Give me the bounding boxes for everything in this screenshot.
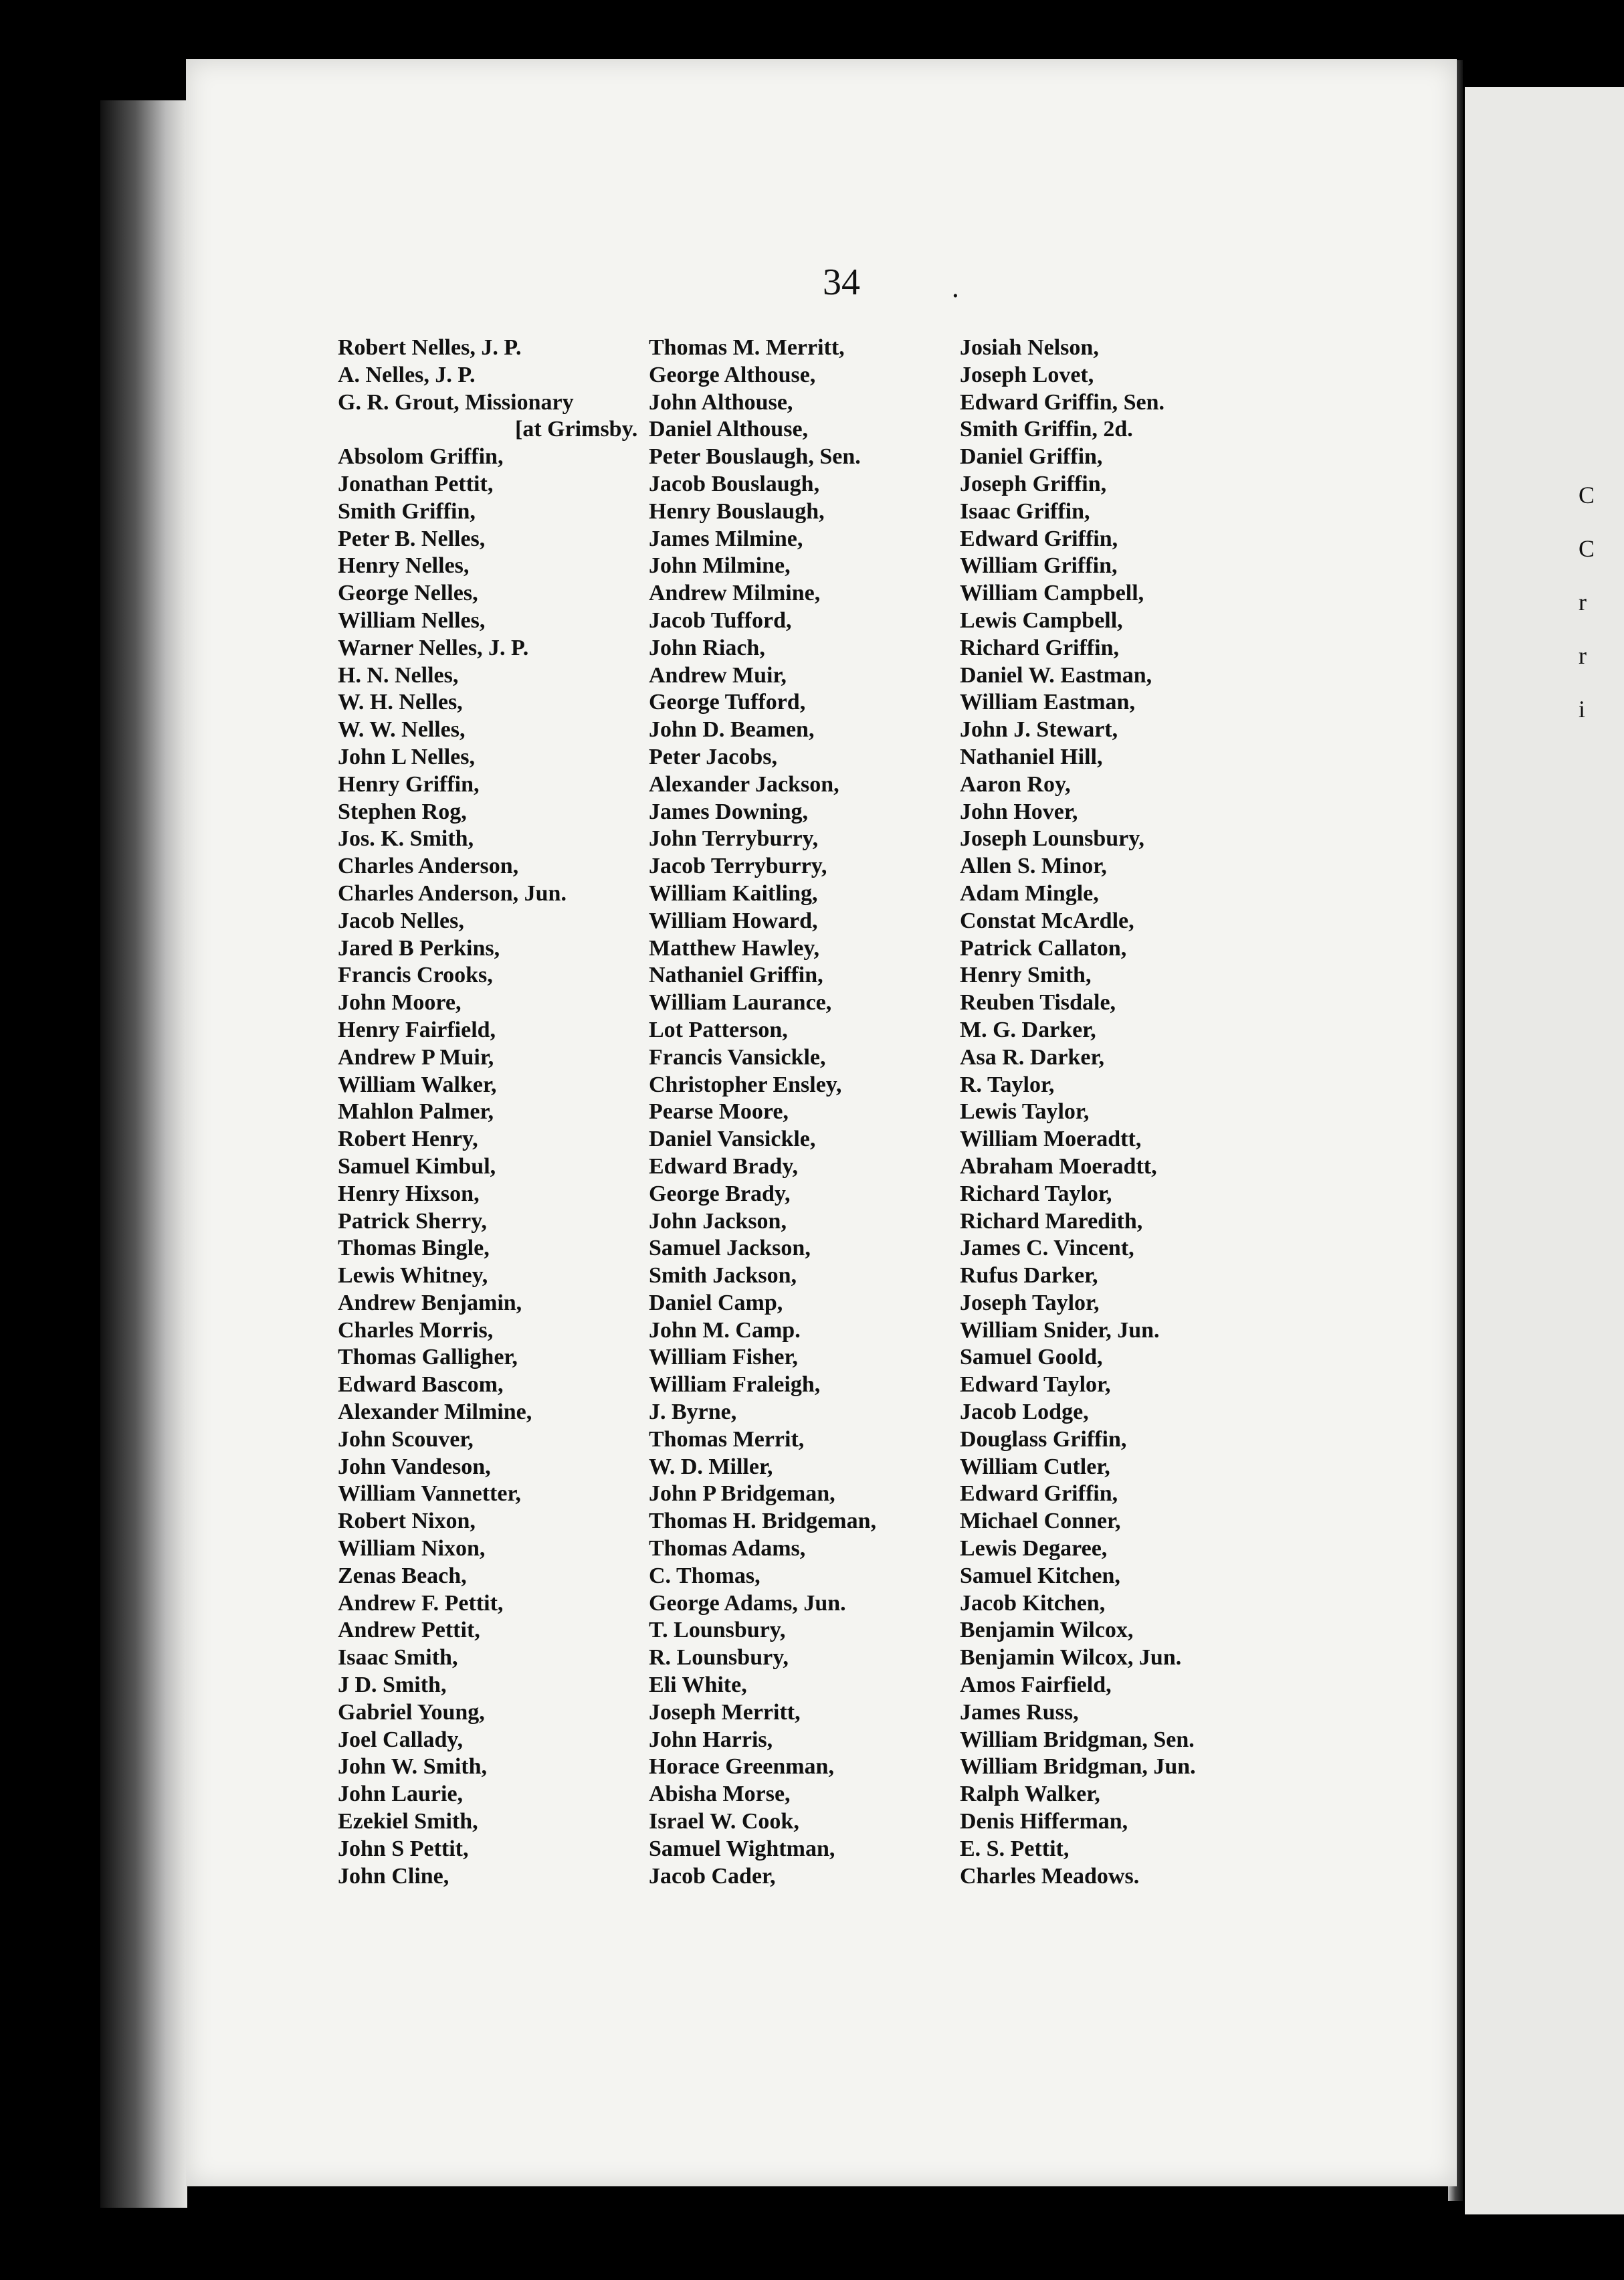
name-entry: Lot Patterson, [649,1017,788,1042]
name-entry: Andrew Muir, [649,662,787,688]
name-entry: Henry Smith, [960,963,1092,988]
name-entry: Robert Nixon, [338,1509,476,1534]
name-entry: Richard Griffin, [960,635,1119,660]
name-entry: John Jackson, [649,1208,787,1234]
name-entry: Matthew Hawley, [649,935,819,961]
name-entry: Jacob Nelles, [338,908,464,933]
name-entry: Horace Greenman, [649,1754,834,1780]
name-entry: Joseph Taylor, [960,1290,1100,1315]
name-entry: William Griffin, [960,553,1118,579]
name-entry: Abisha Morse, [649,1782,791,1807]
name-entry: Amos Fairfield, [960,1673,1112,1698]
name-entry: Samuel Kimbul, [338,1153,496,1179]
name-entry: Smith Griffin, [338,498,476,524]
name-entry: Israel W. Cook, [649,1809,799,1834]
side-mark: i [1579,696,1586,723]
name-entry: George Tufford, [649,690,806,715]
name-entry: A. Nelles, J. P. [338,362,476,387]
name-entry: John L Nelles, [338,744,475,769]
page-number: 34 [823,262,860,303]
facing-page-marks [1579,468,1595,736]
name-entry: John Vandeson, [338,1454,491,1479]
name-entry: Ralph Walker, [960,1782,1100,1807]
name-entry: Jacob Lodge, [960,1400,1089,1425]
name-entry: Andrew P Muir, [338,1044,494,1070]
name-entry: Gabriel Young, [338,1699,485,1725]
name-entry: R. Lounsbury, [649,1645,789,1671]
name-entry: James Milmine, [649,526,803,551]
name-entry: John Laurie, [338,1782,464,1807]
name-entry: Jared B Perkins, [338,935,500,961]
name-entry: William Fraleigh, [649,1372,821,1398]
name-entry: William Walker, [338,1072,497,1097]
side-mark: r [1579,642,1587,669]
name-entry: Edward Bascom, [338,1372,504,1398]
name-entry: Douglass Griffin, [960,1426,1127,1452]
name-entry: E. S. Pettit, [960,1836,1070,1861]
facing-page-edge [1465,87,1624,2214]
name-entry: Stephen Rog, [338,799,467,824]
name-column-3 [960,335,1196,1890]
name-entry: W. W. Nelles, [338,717,466,743]
page-dot: . [951,273,960,304]
name-entry: Adam Mingle, [960,880,1099,906]
name-entry: Thomas Bingle, [338,1236,490,1261]
name-entry: Jacob Kitchen, [960,1590,1106,1616]
name-entry: Isaac Smith, [338,1645,458,1671]
name-entry: Edward Griffin, [960,1481,1118,1507]
name-entry: Reuben Tisdale, [960,990,1116,1016]
name-entry: Francis Crooks, [338,963,493,988]
name-entry: George Brady, [649,1181,791,1206]
name-entry: John Terryburry, [649,826,819,852]
name-entry: John W. Smith, [338,1754,487,1780]
name-entry: John D. Beamen, [649,717,815,743]
name-entry: Jonathan Pettit, [338,471,494,496]
name-entry: Edward Griffin, [960,526,1118,551]
name-entry: Andrew F. Pettit, [338,1590,504,1616]
name-entry: Lewis Degaree, [960,1536,1108,1561]
name-entry: Andrew Milmine, [649,581,821,606]
name-entry: Warner Nelles, J. P. [338,635,529,660]
name-entry: Isaac Griffin, [960,498,1090,524]
name-entry: Lewis Whitney, [338,1263,488,1289]
name-entry: J D. Smith, [338,1673,447,1698]
name-entry: Lewis Taylor, [960,1099,1090,1125]
name-entry: Robert Nelles, J. P. [338,335,522,360]
name-entry: Thomas Adams, [649,1536,806,1561]
name-entry: Francis Vansickle, [649,1044,826,1070]
name-entry: Rufus Darker, [960,1263,1098,1289]
name-entry: William Snider, Jun. [960,1317,1160,1343]
name-entry: William Bridgman, Sen. [960,1727,1195,1752]
name-entry: William Moeradtt, [960,1127,1142,1152]
name-entry: James Downing, [649,799,809,824]
name-entry: Smith Jackson, [649,1263,797,1289]
name-entry: Thomas Merrit, [649,1426,805,1452]
name-entry: Denis Hifferman, [960,1809,1128,1834]
name-entry: Samuel Jackson, [649,1236,811,1261]
name-entry: Joel Callady, [338,1727,464,1752]
name-entry: William Kaitling, [649,880,818,906]
name-entry: Peter Bouslaugh, Sen. [649,444,861,470]
name-entry: John Scouver, [338,1426,474,1452]
name-entry: Charles Meadows. [960,1863,1140,1889]
name-entry: Samuel Wightman, [649,1836,835,1861]
name-entry: Benjamin Wilcox, [960,1618,1134,1643]
name-entry: Patrick Callaton, [960,935,1127,961]
name-entry: Patrick Sherry, [338,1208,487,1234]
name-entry: William Fisher, [649,1345,798,1370]
name-entry: Richard Taylor, [960,1181,1112,1206]
name-entry: Mahlon Palmer, [338,1099,494,1125]
name-entry: Nathaniel Hill, [960,744,1103,769]
name-entry: Henry Fairfield, [338,1017,496,1042]
name-entry: Constat McArdle, [960,908,1134,933]
name-entry: John Harris, [649,1727,773,1752]
name-entry: H. N. Nelles, [338,662,459,688]
side-mark: C [1579,482,1595,508]
side-mark: r [1579,589,1587,615]
name-entry: Joseph Griffin, [960,471,1107,496]
name-entry: John S Pettit, [338,1836,469,1861]
name-entry: [at Grimsby. [515,417,638,442]
name-entry: Peter B. Nelles, [338,526,486,551]
name-entry: Josiah Nelson, [960,335,1099,360]
name-entry: Henry Griffin, [338,771,480,797]
name-entry: James C. Vincent, [960,1236,1134,1261]
name-entry: William Nelles, [338,607,486,633]
name-entry: William Campbell, [960,581,1144,606]
name-entry: Peter Jacobs, [649,744,777,769]
name-entry: Samuel Kitchen, [960,1563,1120,1588]
name-entry: Robert Henry, [338,1127,478,1152]
name-entry: C. Thomas, [649,1563,760,1588]
name-entry: William Vannetter, [338,1481,521,1507]
name-entry: M. G. Darker, [960,1017,1096,1042]
page-left-edge [100,100,187,2208]
name-entry: Daniel Griffin, [960,444,1103,470]
name-entry: Henry Nelles, [338,553,470,579]
name-entry: John M. Camp. [649,1317,801,1343]
side-mark: C [1579,535,1595,562]
name-entry: Charles Morris, [338,1317,494,1343]
name-entry: Samuel Goold, [960,1345,1103,1370]
name-entry: Michael Conner, [960,1509,1121,1534]
name-entry: John J. Stewart, [960,717,1118,743]
name-entry: Pearse Moore, [649,1099,789,1125]
name-entry: Henry Bouslaugh, [649,498,825,524]
name-entry: John Riach, [649,635,765,660]
name-entry: Christopher Ensley, [649,1072,842,1097]
name-entry: Jacob Bouslaugh, [649,471,820,496]
name-entry: W. H. Nelles, [338,690,463,715]
name-entry: John Althouse, [649,389,793,415]
name-entry: G. R. Grout, Missionary [338,389,574,415]
name-entry: Lewis Campbell, [960,607,1123,633]
name-entry: Thomas M. Merritt, [649,335,845,360]
name-entry: Thomas Galligher, [338,1345,518,1370]
name-entry: Edward Taylor, [960,1372,1111,1398]
name-entry: Abraham Moeradtt, [960,1153,1157,1179]
name-entry: William Laurance, [649,990,832,1016]
name-entry: John P Bridgeman, [649,1481,835,1507]
name-entry: John Moore, [338,990,462,1016]
name-entry: Nathaniel Griffin, [649,963,823,988]
name-entry: Daniel Althouse, [649,417,809,442]
name-entry: Charles Anderson, Jun. [338,880,567,906]
name-entry: Joseph Lovet, [960,362,1094,387]
name-entry: Jacob Cader, [649,1863,776,1889]
name-column-2 [649,335,876,1890]
name-entry: Jos. K. Smith, [338,826,474,852]
name-entry: William Eastman, [960,690,1135,715]
name-entry: James Russ, [960,1699,1079,1725]
name-entry: William Nixon, [338,1536,486,1561]
name-entry: John Milmine, [649,553,791,579]
name-entry: Eli White, [649,1673,747,1698]
name-entry: Jacob Tufford, [649,607,792,633]
name-entry: Andrew Benjamin, [338,1290,522,1315]
name-entry: Absolom Griffin, [338,444,504,470]
name-entry: Charles Anderson, [338,854,519,879]
name-entry: T. Lounsbury, [649,1618,786,1643]
name-entry: Joseph Merritt, [649,1699,801,1725]
name-entry: William Bridgman, Jun. [960,1754,1196,1780]
name-entry: Aaron Roy, [960,771,1071,797]
name-entry: Henry Hixson, [338,1181,480,1206]
name-entry: Asa R. Darker, [960,1044,1104,1070]
name-entry: Allen S. Minor, [960,854,1107,879]
name-entry: Daniel Vansickle, [649,1127,816,1152]
name-entry: R. Taylor, [960,1072,1055,1097]
name-entry: Alexander Milmine, [338,1400,532,1425]
name-entry: Richard Maredith, [960,1208,1143,1234]
name-entry: Andrew Pettit, [338,1618,480,1643]
name-entry: Smith Griffin, 2d. [960,417,1133,442]
name-entry: Jacob Terryburry, [649,854,827,879]
name-entry: William Howard, [649,908,818,933]
name-entry: Zenas Beach, [338,1563,467,1588]
name-entry: William Cutler, [960,1454,1110,1479]
name-entry: Ezekiel Smith, [338,1809,478,1834]
name-entry: John Hover, [960,799,1078,824]
name-entry: J. Byrne, [649,1400,737,1425]
name-entry: Daniel W. Eastman, [960,662,1152,688]
name-entry: Alexander Jackson, [649,771,839,797]
name-entry: Daniel Camp, [649,1290,783,1315]
name-entry: George Althouse, [649,362,816,387]
name-column-1 [338,335,637,1890]
name-entry: Thomas H. Bridgeman, [649,1509,877,1534]
name-entry: George Nelles, [338,581,478,606]
name-entry: Edward Brady, [649,1153,798,1179]
name-entry: John Cline, [338,1863,449,1889]
name-entry: Joseph Lounsbury, [960,826,1144,852]
name-entry: Edward Griffin, Sen. [960,389,1165,415]
name-entry: W. D. Miller, [649,1454,773,1479]
name-entry: Benjamin Wilcox, Jun. [960,1645,1182,1671]
name-entry: George Adams, Jun. [649,1590,846,1616]
